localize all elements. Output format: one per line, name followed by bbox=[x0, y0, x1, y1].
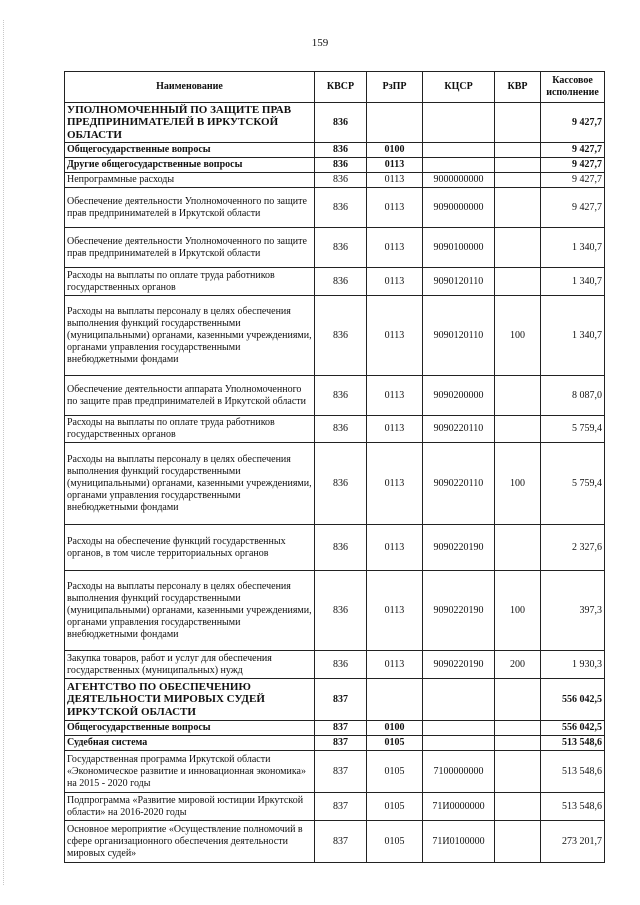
cell-name: Другие общегосударственные вопросы bbox=[65, 158, 315, 173]
table-row bbox=[65, 296, 605, 376]
table-row bbox=[65, 228, 605, 268]
cell-kvr bbox=[495, 143, 541, 158]
table-row bbox=[65, 525, 605, 571]
header-kcsr: КЦСР bbox=[423, 72, 495, 103]
cell-kvr bbox=[495, 188, 541, 228]
cell-kvsr: 836 bbox=[315, 268, 367, 296]
cell-rzpr: 0113 bbox=[367, 158, 423, 173]
cell-amount: 513 548,6 bbox=[541, 751, 605, 793]
scan-edge-dots bbox=[3, 20, 5, 885]
cell-kcsr: 9090120110 bbox=[423, 268, 495, 296]
cell-kcsr bbox=[423, 158, 495, 173]
cell-kvr bbox=[495, 736, 541, 751]
cell-amount: 9 427,7 bbox=[541, 173, 605, 188]
cell-name: Закупка товаров, работ и услуг для обеспечения государственных (муниципальных) нужд bbox=[65, 651, 315, 679]
cell-kvr bbox=[495, 821, 541, 863]
cell-kvr: 200 bbox=[495, 651, 541, 679]
table-row bbox=[65, 721, 605, 736]
cell-amount: 273 201,7 bbox=[541, 821, 605, 863]
cell-name: Расходы на выплаты по оплате труда работников государственных органов bbox=[65, 416, 315, 443]
cell-kvsr: 836 bbox=[315, 173, 367, 188]
cell-kcsr bbox=[423, 143, 495, 158]
cell-kcsr: 71И0100000 bbox=[423, 821, 495, 863]
cell-kvsr: 837 bbox=[315, 793, 367, 821]
cell-rzpr: 0113 bbox=[367, 651, 423, 679]
cell-rzpr: 0100 bbox=[367, 721, 423, 736]
cell-amount: 9 427,7 bbox=[541, 188, 605, 228]
table-row bbox=[65, 268, 605, 296]
cell-kvr: 100 bbox=[495, 571, 541, 651]
cell-kcsr: 9090220110 bbox=[423, 416, 495, 443]
table-row bbox=[65, 443, 605, 525]
cell-kvr bbox=[495, 173, 541, 188]
cell-kvr bbox=[495, 793, 541, 821]
table-row bbox=[65, 158, 605, 173]
cell-rzpr: 0113 bbox=[367, 416, 423, 443]
cell-amount: 9 427,7 bbox=[541, 143, 605, 158]
cell-kvsr: 836 bbox=[315, 143, 367, 158]
cell-kcsr: 9090100000 bbox=[423, 228, 495, 268]
cell-rzpr: 0105 bbox=[367, 821, 423, 863]
cell-kvr bbox=[495, 268, 541, 296]
cell-rzpr: 0113 bbox=[367, 173, 423, 188]
cell-rzpr: 0105 bbox=[367, 736, 423, 751]
cell-kvsr: 837 bbox=[315, 721, 367, 736]
table-row bbox=[65, 103, 605, 143]
cell-amount: 556 042,5 bbox=[541, 721, 605, 736]
cell-amount: 8 087,0 bbox=[541, 376, 605, 416]
cell-rzpr: 0100 bbox=[367, 143, 423, 158]
cell-amount: 9 427,7 bbox=[541, 158, 605, 173]
cell-name: Непрограммные расходы bbox=[65, 173, 315, 188]
header-kvr: КВР bbox=[495, 72, 541, 103]
cell-kcsr: 9090220110 bbox=[423, 443, 495, 525]
header-rzpr: РзПР bbox=[367, 72, 423, 103]
table-row bbox=[65, 571, 605, 651]
cell-name: Государственная программа Иркутской области «Экономическое развитие и инновационная экономика» на 2015 - 2020 годы bbox=[65, 751, 315, 793]
cell-kvr bbox=[495, 376, 541, 416]
header-amount: Кассовое исполнение bbox=[541, 72, 605, 103]
cell-name: Обеспечение деятельности Уполномоченного по защите прав предпринимателей в Иркутской области bbox=[65, 228, 315, 268]
cell-amount: 1 930,3 bbox=[541, 651, 605, 679]
table-row bbox=[65, 821, 605, 863]
cell-name: Расходы на выплаты персоналу в целях обеспечения выполнения функций государственными (муниципальными) органами, казенными учреждениями, органами управления государственными внебюджетными фондами bbox=[65, 571, 315, 651]
cell-kvsr: 836 bbox=[315, 525, 367, 571]
cell-rzpr: 0113 bbox=[367, 376, 423, 416]
cell-kvr bbox=[495, 721, 541, 736]
cell-kvr bbox=[495, 679, 541, 721]
cell-kvsr: 837 bbox=[315, 679, 367, 721]
cell-kcsr: 9090220190 bbox=[423, 651, 495, 679]
cell-kvsr: 837 bbox=[315, 821, 367, 863]
table-header-row bbox=[65, 72, 605, 103]
cell-kvsr: 837 bbox=[315, 751, 367, 793]
cell-amount: 556 042,5 bbox=[541, 679, 605, 721]
cell-rzpr: 0113 bbox=[367, 525, 423, 571]
cell-amount: 1 340,7 bbox=[541, 228, 605, 268]
page-number: 159 bbox=[311, 37, 329, 49]
cell-name: Обеспечение деятельности аппарата Уполномоченного по защите прав предпринимателей в Иркутской области bbox=[65, 376, 315, 416]
cell-kvr bbox=[495, 751, 541, 793]
table-row bbox=[65, 143, 605, 158]
cell-amount: 9 427,7 bbox=[541, 103, 605, 143]
cell-kvr bbox=[495, 103, 541, 143]
cell-kvsr: 836 bbox=[315, 296, 367, 376]
cell-name: Общегосударственные вопросы bbox=[65, 721, 315, 736]
table-row bbox=[65, 188, 605, 228]
cell-kvr bbox=[495, 228, 541, 268]
cell-rzpr: 0113 bbox=[367, 443, 423, 525]
table-row bbox=[65, 793, 605, 821]
cell-kvsr: 836 bbox=[315, 416, 367, 443]
cell-name: АГЕНТСТВО ПО ОБЕСПЕЧЕНИЮ ДЕЯТЕЛЬНОСТИ МИРОВЫХ СУДЕЙ ИРКУТСКОЙ ОБЛАСТИ bbox=[65, 679, 315, 721]
cell-kcsr bbox=[423, 736, 495, 751]
cell-name: Судебная система bbox=[65, 736, 315, 751]
cell-name: УПОЛНОМОЧЕННЫЙ ПО ЗАЩИТЕ ПРАВ ПРЕДПРИНИМАТЕЛЕЙ В ИРКУТСКОЙ ОБЛАСТИ bbox=[65, 103, 315, 143]
cell-kvr bbox=[495, 416, 541, 443]
cell-name: Расходы на выплаты персоналу в целях обеспечения выполнения функций государственными (муниципальными) органами, казенными учреждениями, органами управления государственными внебюджетными фондами bbox=[65, 296, 315, 376]
cell-amount: 513 548,6 bbox=[541, 793, 605, 821]
cell-amount: 1 340,7 bbox=[541, 268, 605, 296]
table-row bbox=[65, 173, 605, 188]
cell-name: Основное мероприятие «Осуществление полномочий в сфере организационного обеспечения деятельности мировых судей» bbox=[65, 821, 315, 863]
cell-kvr: 100 bbox=[495, 296, 541, 376]
cell-name: Обеспечение деятельности Уполномоченного по защите прав предпринимателей в Иркутской области bbox=[65, 188, 315, 228]
cell-amount: 513 548,6 bbox=[541, 736, 605, 751]
cell-kvsr: 836 bbox=[315, 158, 367, 173]
cell-kvsr: 836 bbox=[315, 228, 367, 268]
cell-kvsr: 836 bbox=[315, 103, 367, 143]
cell-rzpr bbox=[367, 103, 423, 143]
table-row bbox=[65, 679, 605, 721]
cell-kvr bbox=[495, 158, 541, 173]
cell-kvsr: 836 bbox=[315, 651, 367, 679]
table-row bbox=[65, 751, 605, 793]
table-row bbox=[65, 416, 605, 443]
cell-name: Расходы на выплаты персоналу в целях обеспечения выполнения функций государственными (муниципальными) органами, казенными учреждениями, органами управления государственными внебюджетными фондами bbox=[65, 443, 315, 525]
cell-name: Подпрограмма «Развитие мировой юстиции Иркутской области» на 2016-2020 годы bbox=[65, 793, 315, 821]
cell-kcsr: 9090220190 bbox=[423, 571, 495, 651]
cell-kcsr bbox=[423, 679, 495, 721]
cell-rzpr: 0113 bbox=[367, 268, 423, 296]
cell-kcsr: 71И0000000 bbox=[423, 793, 495, 821]
table-row bbox=[65, 736, 605, 751]
header-name: Наименование bbox=[65, 72, 315, 103]
cell-amount: 2 327,6 bbox=[541, 525, 605, 571]
cell-kvr: 100 bbox=[495, 443, 541, 525]
cell-kcsr: 9090200000 bbox=[423, 376, 495, 416]
cell-kcsr bbox=[423, 103, 495, 143]
cell-kcsr bbox=[423, 721, 495, 736]
cell-rzpr: 0105 bbox=[367, 751, 423, 793]
header-kvsr: КВСР bbox=[315, 72, 367, 103]
cell-rzpr: 0113 bbox=[367, 228, 423, 268]
cell-rzpr: 0105 bbox=[367, 793, 423, 821]
cell-rzpr: 0113 bbox=[367, 296, 423, 376]
cell-amount: 397,3 bbox=[541, 571, 605, 651]
cell-kvsr: 836 bbox=[315, 443, 367, 525]
cell-name: Расходы на обеспечение функций государственных органов, в том числе территориальных органов bbox=[65, 525, 315, 571]
cell-name: Расходы на выплаты по оплате труда работников государственных органов bbox=[65, 268, 315, 296]
cell-kvsr: 836 bbox=[315, 571, 367, 651]
cell-kcsr: 9000000000 bbox=[423, 173, 495, 188]
cell-name: Общегосударственные вопросы bbox=[65, 143, 315, 158]
cell-amount: 5 759,4 bbox=[541, 443, 605, 525]
table-row bbox=[65, 376, 605, 416]
budget-table bbox=[64, 71, 605, 863]
table-row bbox=[65, 651, 605, 679]
cell-rzpr bbox=[367, 679, 423, 721]
cell-kcsr: 9090000000 bbox=[423, 188, 495, 228]
cell-kvsr: 837 bbox=[315, 736, 367, 751]
cell-amount: 5 759,4 bbox=[541, 416, 605, 443]
cell-rzpr: 0113 bbox=[367, 188, 423, 228]
cell-rzpr: 0113 bbox=[367, 571, 423, 651]
cell-kcsr: 7100000000 bbox=[423, 751, 495, 793]
cell-kvsr: 836 bbox=[315, 188, 367, 228]
cell-kvr bbox=[495, 525, 541, 571]
cell-amount: 1 340,7 bbox=[541, 296, 605, 376]
cell-kcsr: 9090120110 bbox=[423, 296, 495, 376]
cell-kcsr: 9090220190 bbox=[423, 525, 495, 571]
cell-kvsr: 836 bbox=[315, 376, 367, 416]
